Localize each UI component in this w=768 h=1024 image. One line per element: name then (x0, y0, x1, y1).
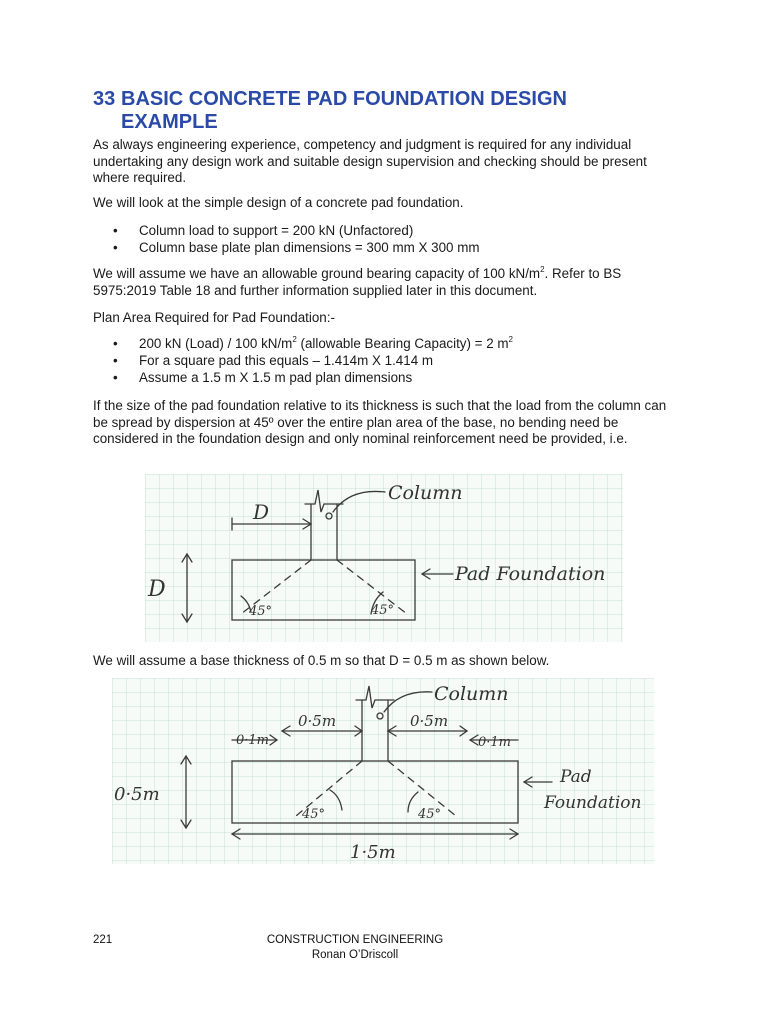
pad-foundation-sketch-1 (145, 474, 623, 642)
column-marker (326, 513, 332, 519)
bullet-text-b: (allowable Bearing Capacity) = 2 m (296, 336, 509, 351)
thickness-paragraph: We will assume a base thickness of 0.5 m so that D = 0.5 m as shown below. (93, 653, 550, 668)
list-item: • For a square pad this equals – 1.414m X 1.414 m (113, 352, 673, 369)
dispersion-paragraph: If the size of the pad foundation relative to its thickness is such that the load from the column can be spread by dispersion at 45º over the entire plan area of the base, no bending need be considered in the foundation design and only nominal reinforcement need be provided, i.e. (93, 398, 667, 446)
bearing-text-a: We will assume we have an allowable ground bearing capacity of 100 kN/m (93, 266, 541, 281)
bearing-superscript: 2 (540, 265, 545, 274)
plan-area-bullet-list (113, 335, 673, 386)
section-heading (93, 88, 693, 134)
width-label: 1·5m (350, 842, 396, 863)
column-leader (384, 692, 432, 712)
pad-foundation-label: Pad Foundation (455, 563, 606, 585)
angle-arc-right (408, 792, 418, 812)
dim-label-left-inner: 0·5m (298, 712, 337, 730)
footer-author: Ronan O’Driscoll (311, 949, 399, 961)
dim-label-left-outer: 0·1m (236, 733, 270, 748)
plan-area-paragraph: Plan Area Required for Pad Foundation:- (93, 310, 335, 325)
page-number: 221 (93, 934, 113, 946)
load-bullet-list (113, 222, 673, 256)
section-number: 33 (93, 88, 116, 110)
bullet-superscript: 2 (508, 335, 513, 344)
bullet-text-a: 200 kN (Load) / 100 kN/m (139, 336, 293, 351)
angle-arc-left (330, 790, 342, 810)
top-dimension-label: D (253, 500, 270, 524)
pad-label-line-1: Pad (560, 767, 592, 787)
angle-label-left: 45° (249, 604, 273, 619)
heading-line-1: BASIC CONCRETE PAD FOUNDATION DESIGN (121, 88, 567, 110)
pad-foundation-sketch-2 (112, 678, 654, 864)
heading-line-2: EXAMPLE (121, 111, 218, 133)
depth-label: 0·5m (114, 784, 160, 805)
look-paragraph: We will look at the simple design of a concrete pad foundation. (93, 195, 464, 210)
list-item: • Column load to support = 200 kN (Unfactored) (113, 222, 673, 239)
angle-label-right: 45° (418, 807, 442, 822)
dim-label-right-outer: 0·1m (478, 735, 512, 750)
pad-label-line-2: Foundation (544, 793, 642, 813)
bearing-paragraph (93, 266, 683, 299)
column-label: Column (388, 482, 463, 504)
bearing-text-b: . Refer to BS 5975:2019 Table 18 and further information supplied later in this document. (93, 266, 622, 298)
dim-label-right-inner: 0·5m (410, 712, 449, 730)
column-marker (377, 713, 383, 719)
intro-paragraph: As always engineering experience, competency and judgment is required for any individual undertaking any design work and suitable design supervision and checking should be present where required. (93, 137, 647, 185)
list-item: • Column base plate plan dimensions = 300 mm X 300 mm (113, 239, 673, 256)
footer-title: CONSTRUCTION ENGINEERING (266, 934, 444, 946)
pad-outline (232, 761, 518, 823)
side-dimension-label: D (148, 577, 166, 602)
list-item (113, 335, 673, 352)
angle-label-left: 45° (302, 807, 326, 822)
bullet-superscript: 2 (292, 335, 297, 344)
angle-label-right: 45° (371, 603, 395, 618)
list-item: • Assume a 1.5 m X 1.5 m pad plan dimensions (113, 369, 673, 386)
column-label: Column (434, 683, 509, 705)
column-leader (333, 491, 385, 512)
